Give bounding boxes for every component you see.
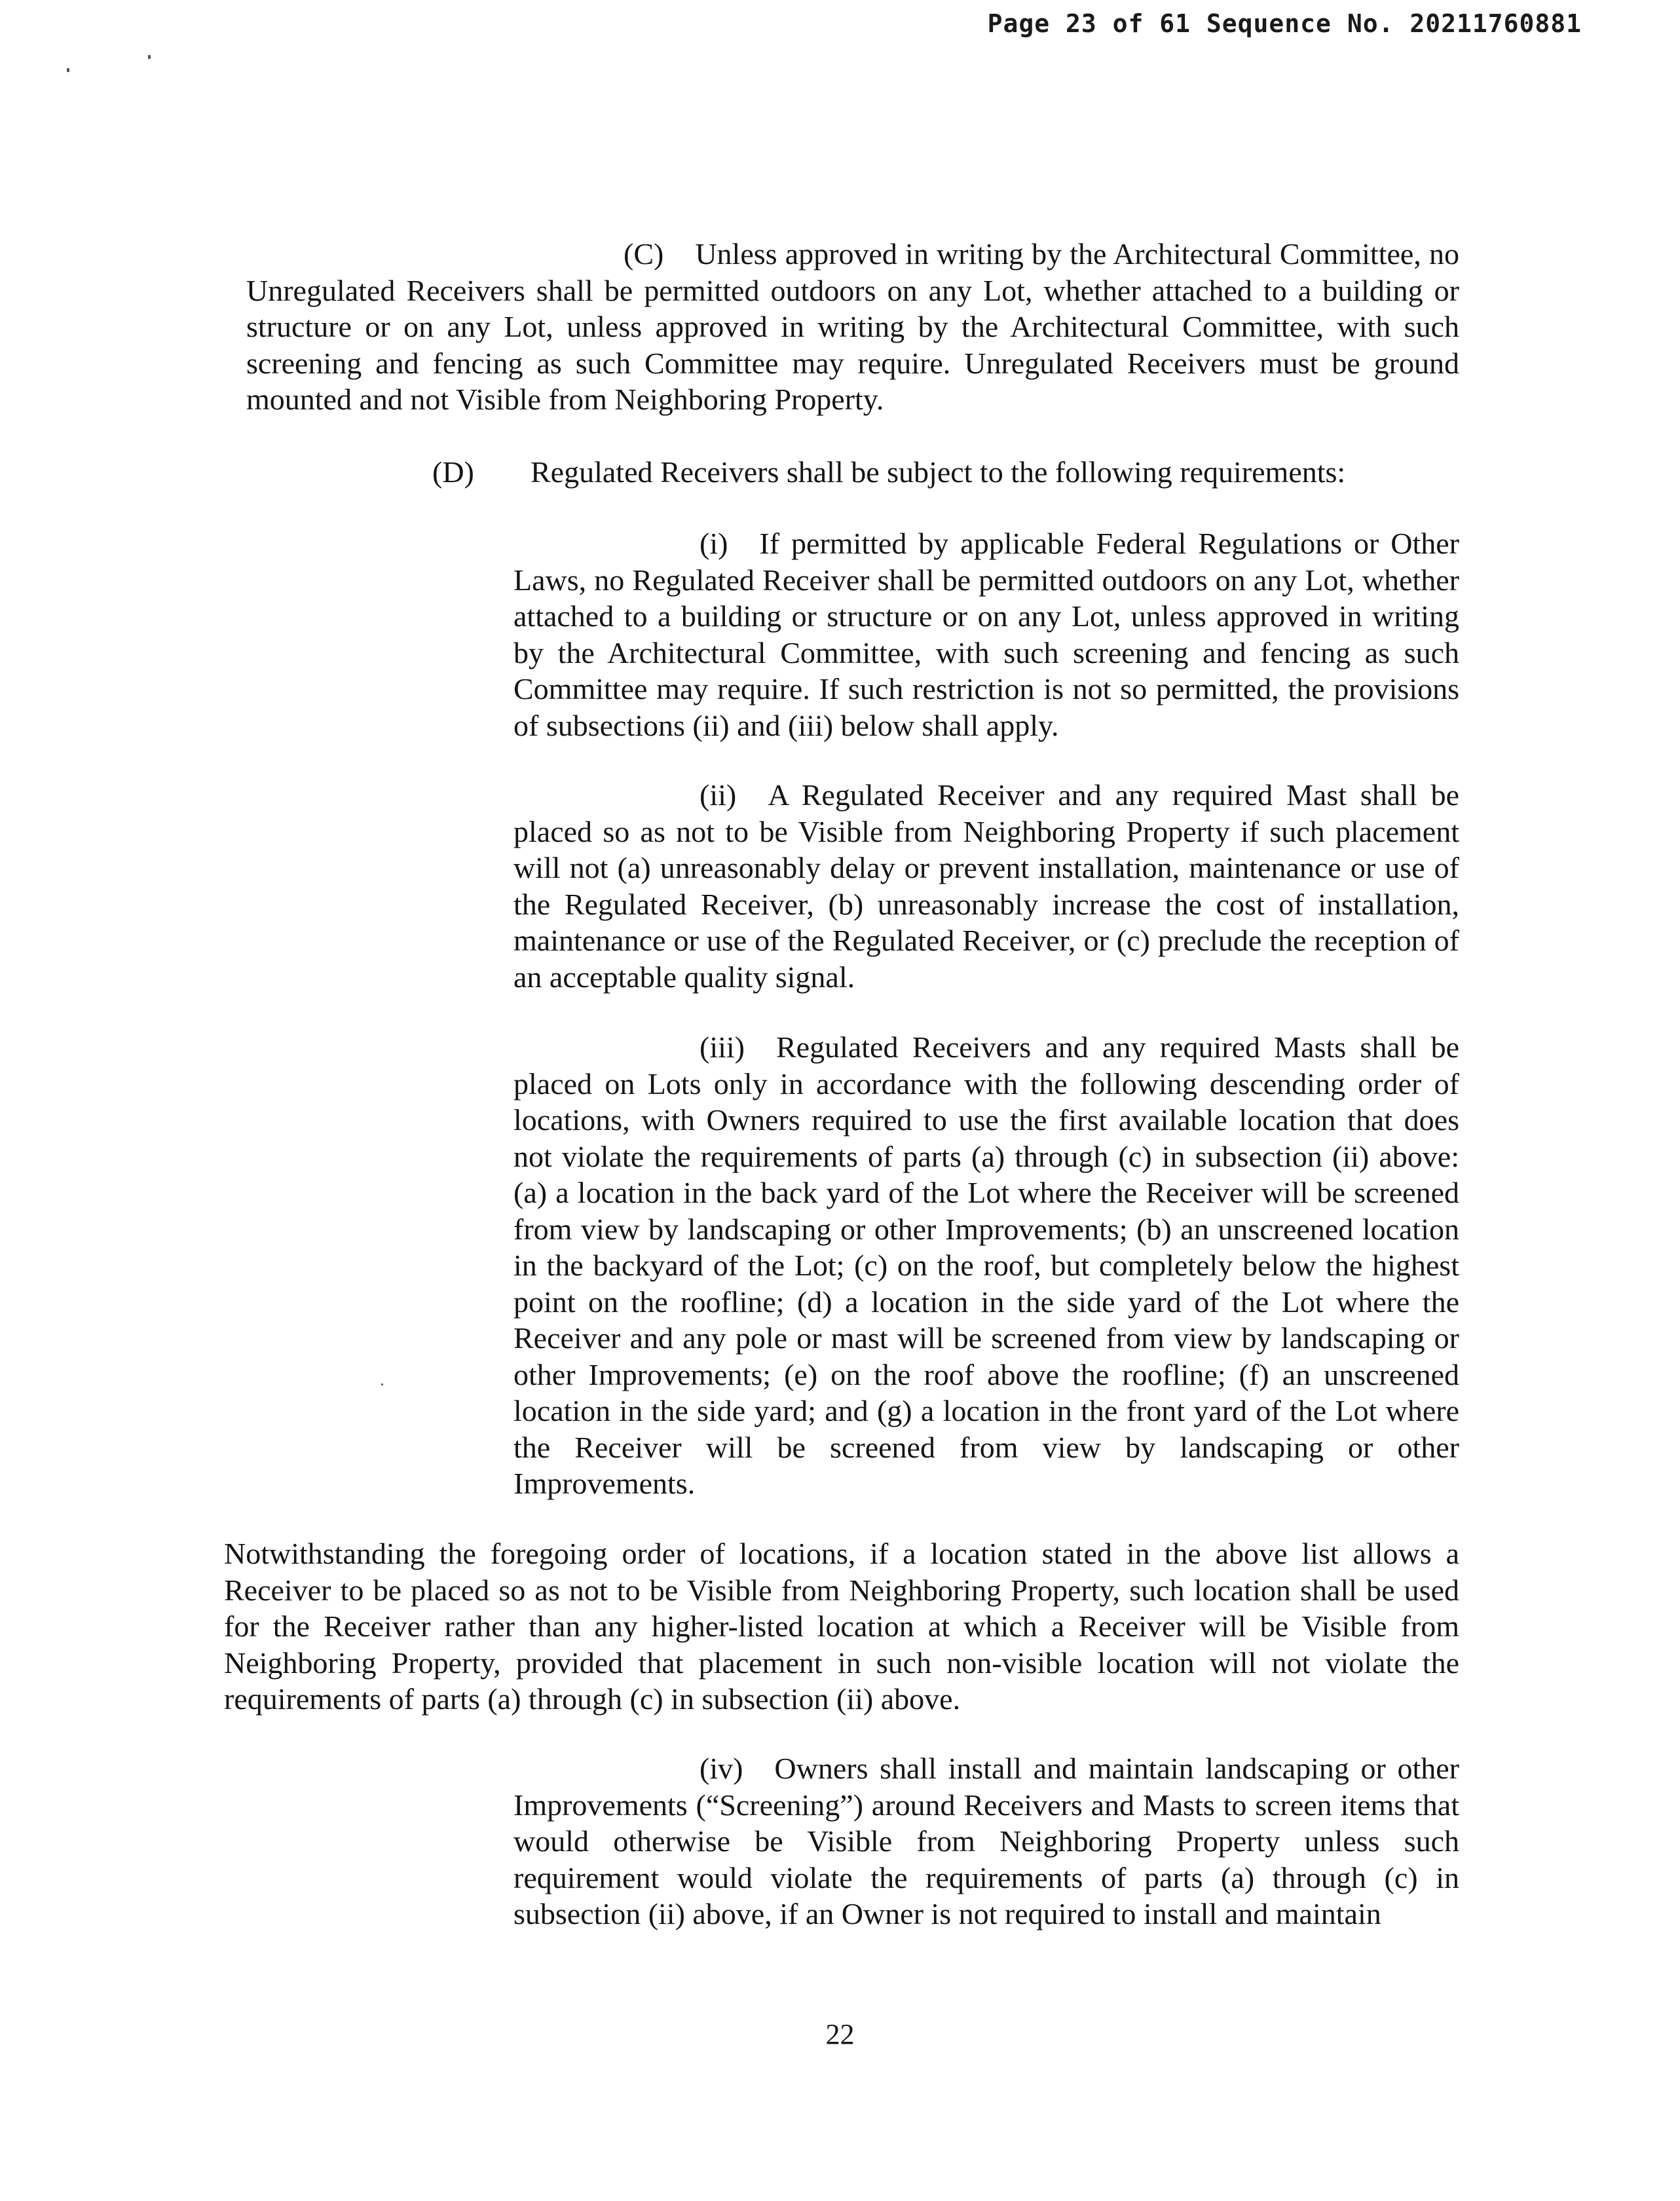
scan-speck: [148, 55, 151, 59]
subsection-iv-text: Owners shall install and maintain landscaping or other Improvements (“Screening”) around Receivers and Masts to screen items that would otherwise be Visible from Neighboring Property unless such requirement would violate the requirements of parts (a) through (c) in subsection (ii) above, if an Owner is not required to install and maintain: [513, 1752, 1459, 1930]
paragraph-d: [432, 454, 1459, 491]
subsection-ii-text: A Regulated Receiver and any required Mast shall be placed so as not to be Visible from Neighboring Property if such placement will not (a) unreasonably delay or prevent installation, maintenance or use of the Regulated Receiver, (b) unreasonably increase the cost of installation, maintenance or use of the Regulated Receiver, or (c) preclude the reception of an acceptable quality signal.: [513, 778, 1459, 994]
subsection-ii-label: (ii): [700, 778, 737, 812]
subsection-iii-text: Regulated Receivers and any required Masts shall be placed on Lots only in accordance with the following descending order of locations, with Owners required to use the first available location that does not violate the requirements of parts (a) through (c) in subsection (ii) above: (a) a location in the back yard of the Lot where the Receiver will be screened from view by landscaping or other Improvements; (b) an unscreened location in the backyard of the Lot; (c) on the roof, but completely below the highest point on the roofline; (d) a location in the side yard of the Lot where the Receiver and any pole or mast will be screened from view by landscaping or other Improvements; (e) on the roof above the roofline; (f) an unscreened location in the side yard; and (g) a location in the front yard of the Lot where the Receiver will be screened from view by landscaping or other Improvements.: [513, 1030, 1459, 1500]
scan-speck: [67, 68, 69, 72]
paragraph-d-label: (D): [432, 455, 474, 489]
paragraph-c-text: Unless approved in writing by the Architectural Committee, no Unregulated Receivers shall be permitted outdoors on any Lot, whether attached to a building or structure or on any Lot, unless approved in writing by the Architectural Committee, with such screening and fencing as such Committee may require. Unregulated Receivers must be ground mounted and not Visible from Neighboring Property.: [246, 237, 1459, 416]
paragraph-c-label: (C): [624, 237, 664, 271]
scan-speck: [381, 1383, 383, 1385]
paragraph-d-text: Regulated Receivers shall be subject to the following requirements:: [531, 455, 1346, 489]
subsection-iv: [513, 1750, 1459, 1932]
subsection-iii-label: (iii): [700, 1030, 745, 1064]
subsection-i-label: (i): [700, 527, 728, 560]
paragraph-notwithstanding: Notwithstanding the foregoing order of locations, if a location stated in the above list allows a Receiver to be placed so as not to be Visible from Neighboring Property, such location shall be used for the Receiver rather than any higher-listed location at which a Receiver will be Visible from Neighboring Property, provided that placement in such non-visible location will not violate the requirements of parts (a) through (c) in subsection (ii) above.: [224, 1537, 1459, 1716]
subsection-i-text: If permitted by applicable Federal Regulations or Other Laws, no Regulated Receiver shall be permitted outdoors on any Lot, whether attached to a building or structure or on any Lot, unless approved in writing by the Architectural Committee, with such screening and fencing as such Committee may require. If such restriction is not so permitted, the provisions of subsections (ii) and (iii) below shall apply.: [513, 527, 1459, 742]
page-number: 22: [825, 2018, 855, 2050]
subsection-ii: [513, 777, 1459, 995]
subsection-i: [513, 525, 1459, 743]
subsection-iv-label: (iv): [700, 1752, 743, 1785]
paragraph-c: [246, 236, 1459, 418]
page-header: Page 23 of 61 Sequence No. 20211760881: [987, 9, 1582, 38]
subsection-iii: [513, 1029, 1459, 1502]
